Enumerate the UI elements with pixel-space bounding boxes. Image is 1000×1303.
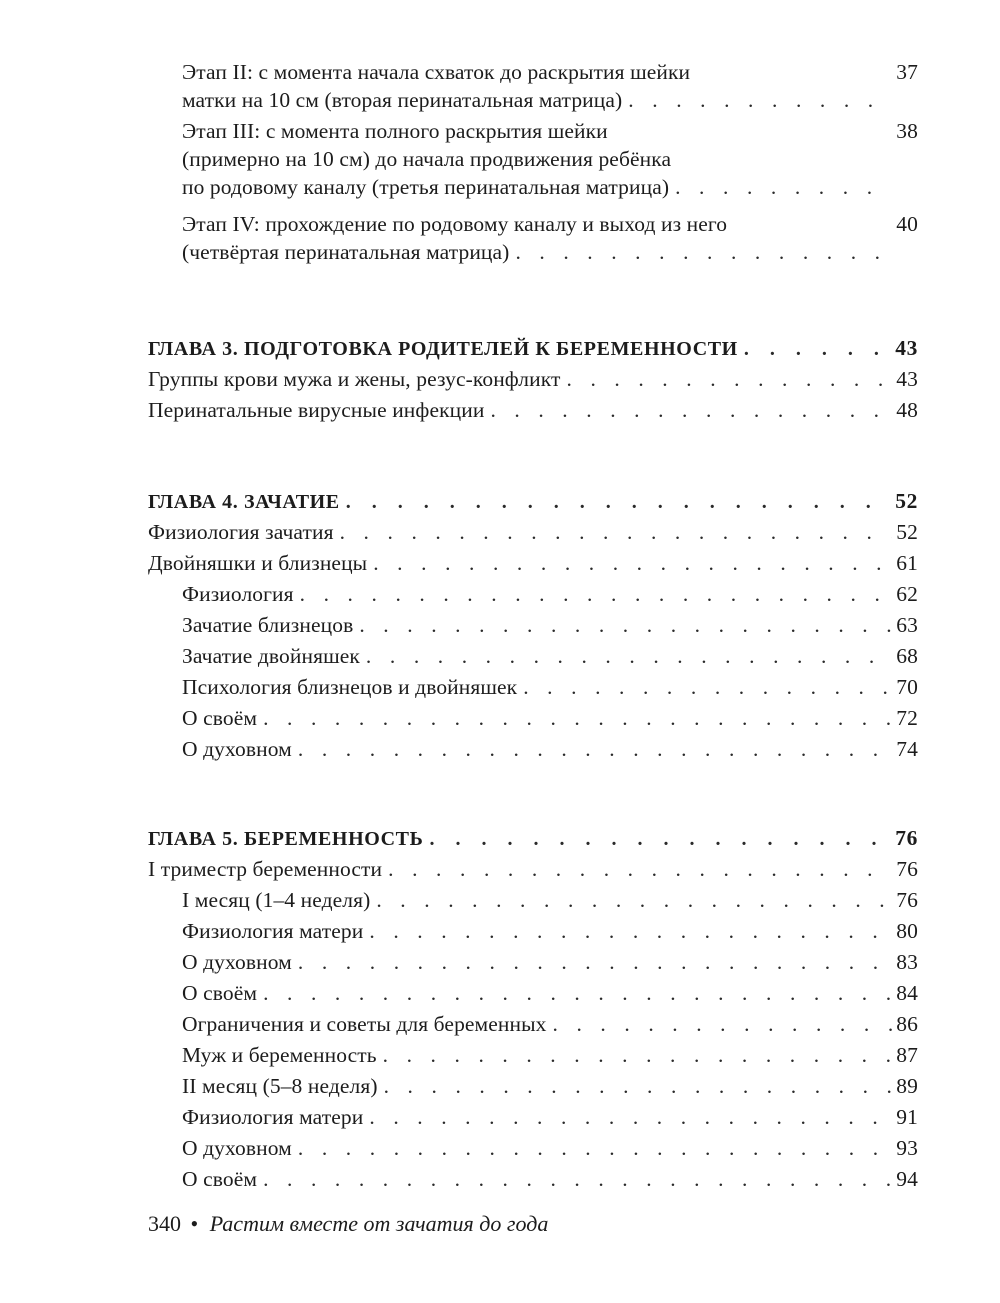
toc-entry xyxy=(182,1103,918,1131)
leader-dots xyxy=(515,238,892,266)
toc-entry-title-line: Этап IV: прохождение по родовому каналу и выход из него xyxy=(182,212,728,236)
leader-dots xyxy=(744,335,891,363)
toc-page-number: 84 xyxy=(896,981,918,1005)
leader-dots xyxy=(429,825,891,853)
toc-page-number: 91 xyxy=(896,1105,918,1129)
toc-entry xyxy=(182,1134,918,1162)
toc-entry-title: Двойняшки и близнецы xyxy=(148,551,368,575)
toc-page-number: 80 xyxy=(896,919,918,943)
toc-entry-stage-2 xyxy=(182,58,918,114)
toc-entry-title-line: по родовому каналу (третья перинатальная матрица) xyxy=(182,175,670,199)
chapter-3-heading xyxy=(148,334,918,363)
toc-page-number: 40 xyxy=(896,212,918,236)
toc-entry-title: Группы крови мужа и жены, резус-конфликт xyxy=(148,367,561,391)
toc-entry-title: О своём xyxy=(182,706,258,730)
page-footer xyxy=(148,1210,548,1238)
toc-entry-title: I триместр беременности xyxy=(148,857,383,881)
toc-entry xyxy=(182,1072,918,1100)
leader-dots xyxy=(369,1103,892,1131)
toc-page-number: 62 xyxy=(896,582,918,606)
leader-dots xyxy=(263,1165,892,1193)
toc-page-number: 52 xyxy=(896,520,918,544)
toc-entry xyxy=(148,855,918,883)
leader-dots xyxy=(553,1010,893,1038)
toc-page-number: 83 xyxy=(896,950,918,974)
footer-bullet: • xyxy=(190,1211,199,1236)
toc-page-number: 52 xyxy=(895,489,918,513)
toc-entry xyxy=(182,611,918,639)
toc-entry-stage-3 xyxy=(182,117,918,201)
toc-entry-title-line: (примерно на 10 см) до начала продвижения ребёнка xyxy=(182,147,672,171)
toc-entry-title: Перинатальные вирусные инфекции xyxy=(148,398,485,422)
chapter-4-heading xyxy=(148,487,918,516)
toc-entry xyxy=(148,365,918,393)
toc-entry xyxy=(182,979,918,1007)
toc-entry-title: О духовном xyxy=(182,737,292,761)
footer-page-number: 340 xyxy=(148,1211,181,1236)
toc-entry xyxy=(182,1165,918,1193)
toc-page-number: 61 xyxy=(896,551,918,575)
leader-dots xyxy=(263,704,892,732)
toc-entry xyxy=(148,518,918,546)
toc-entry xyxy=(182,735,918,763)
leader-dots xyxy=(373,549,892,577)
toc-page-number: 76 xyxy=(895,826,918,850)
toc-entry-title: Физиология матери xyxy=(182,919,364,943)
leader-dots xyxy=(384,1072,893,1100)
toc-page-number: 68 xyxy=(896,644,918,668)
toc-entry-title-line: Этап III: с момента полного раскрытия шейки xyxy=(182,119,608,143)
toc-entry xyxy=(182,1041,918,1069)
toc-entry xyxy=(182,886,918,914)
toc-entry-title: I месяц (1–4 неделя) xyxy=(182,888,371,912)
leader-dots xyxy=(298,1134,892,1162)
toc-entry-title: О духовном xyxy=(182,950,292,974)
toc-entry-title: Ограничения и советы для беременных xyxy=(182,1012,547,1036)
toc-page-number: 70 xyxy=(896,675,918,699)
leader-dots xyxy=(675,173,892,201)
leader-dots xyxy=(298,735,892,763)
footer-book-title: Растим вместе от зачатия до года xyxy=(209,1211,549,1236)
toc-entry xyxy=(182,673,918,701)
chapter-title: ГЛАВА 4. ЗАЧАТИЕ xyxy=(148,491,340,513)
toc-page-number: 37 xyxy=(896,60,918,84)
leader-dots xyxy=(383,1041,893,1069)
toc-page-number: 94 xyxy=(896,1167,918,1191)
leader-dots xyxy=(567,365,893,393)
toc-page-number: 89 xyxy=(896,1074,918,1098)
toc-entry-title-line: Этап II: с момента начала схваток до раскрытия шейки xyxy=(182,60,691,84)
leader-dots xyxy=(490,396,892,424)
toc-page-number: 43 xyxy=(895,336,918,360)
toc-entry-title: Физиология матери xyxy=(182,1105,364,1129)
toc-entry xyxy=(182,580,918,608)
chapter-5-heading xyxy=(148,824,918,853)
toc-entry-title: О своём xyxy=(182,981,258,1005)
toc-entry-title: Зачатие двойняшек xyxy=(182,644,360,668)
toc-entry-title: Психология близнецов и двойняшек xyxy=(182,675,518,699)
leader-dots xyxy=(340,518,893,546)
toc-page-number: 48 xyxy=(896,398,918,422)
toc-entry-title-line: (четвёртая перинатальная матрица) xyxy=(182,240,510,264)
leader-dots xyxy=(346,488,892,516)
toc-entry-title: II месяц (5–8 неделя) xyxy=(182,1074,378,1098)
leader-dots xyxy=(366,642,892,670)
toc-page-number: 63 xyxy=(896,613,918,637)
toc-page-number: 76 xyxy=(896,857,918,881)
chapter-title: ГЛАВА 5. БЕРЕМЕННОСТЬ xyxy=(148,828,424,850)
leader-dots xyxy=(388,855,892,883)
toc-entry xyxy=(148,396,918,424)
leader-dots xyxy=(263,979,892,1007)
toc-page-number: 86 xyxy=(896,1012,918,1036)
leader-dots xyxy=(376,886,892,914)
chapter-title: ГЛАВА 3. ПОДГОТОВКА РОДИТЕЛЕЙ К БЕРЕМЕННОСТИ xyxy=(148,338,738,360)
toc-entry-title: О своём xyxy=(182,1167,258,1191)
toc-page-number: 72 xyxy=(896,706,918,730)
toc-entry-title: Физиология зачатия xyxy=(148,520,334,544)
toc-page-number: 43 xyxy=(896,367,918,391)
toc-entry-title: Зачатие близнецов xyxy=(182,613,354,637)
toc-entry-stage-4 xyxy=(182,210,918,266)
leader-dots xyxy=(628,86,892,114)
toc-entry-title-line: матки на 10 см (вторая перинатальная матрица) xyxy=(182,88,623,112)
toc-entry xyxy=(182,948,918,976)
toc-entry xyxy=(148,549,918,577)
toc-entry-title: Муж и беременность xyxy=(182,1043,377,1067)
toc-entry xyxy=(182,917,918,945)
toc-entry xyxy=(182,642,918,670)
toc-page-number: 38 xyxy=(896,119,918,143)
toc-page-number: 76 xyxy=(896,888,918,912)
leader-dots xyxy=(300,580,893,608)
toc-entry-title: Физиология xyxy=(182,582,294,606)
toc-page-number: 93 xyxy=(896,1136,918,1160)
toc-page-number: 74 xyxy=(896,737,918,761)
toc-entry xyxy=(182,704,918,732)
leader-dots xyxy=(369,917,892,945)
toc-entry xyxy=(182,1010,918,1038)
toc-entry-title: О духовном xyxy=(182,1136,292,1160)
leader-dots xyxy=(298,948,892,976)
leader-dots xyxy=(523,673,892,701)
toc-page-number: 87 xyxy=(896,1043,918,1067)
leader-dots xyxy=(359,611,892,639)
